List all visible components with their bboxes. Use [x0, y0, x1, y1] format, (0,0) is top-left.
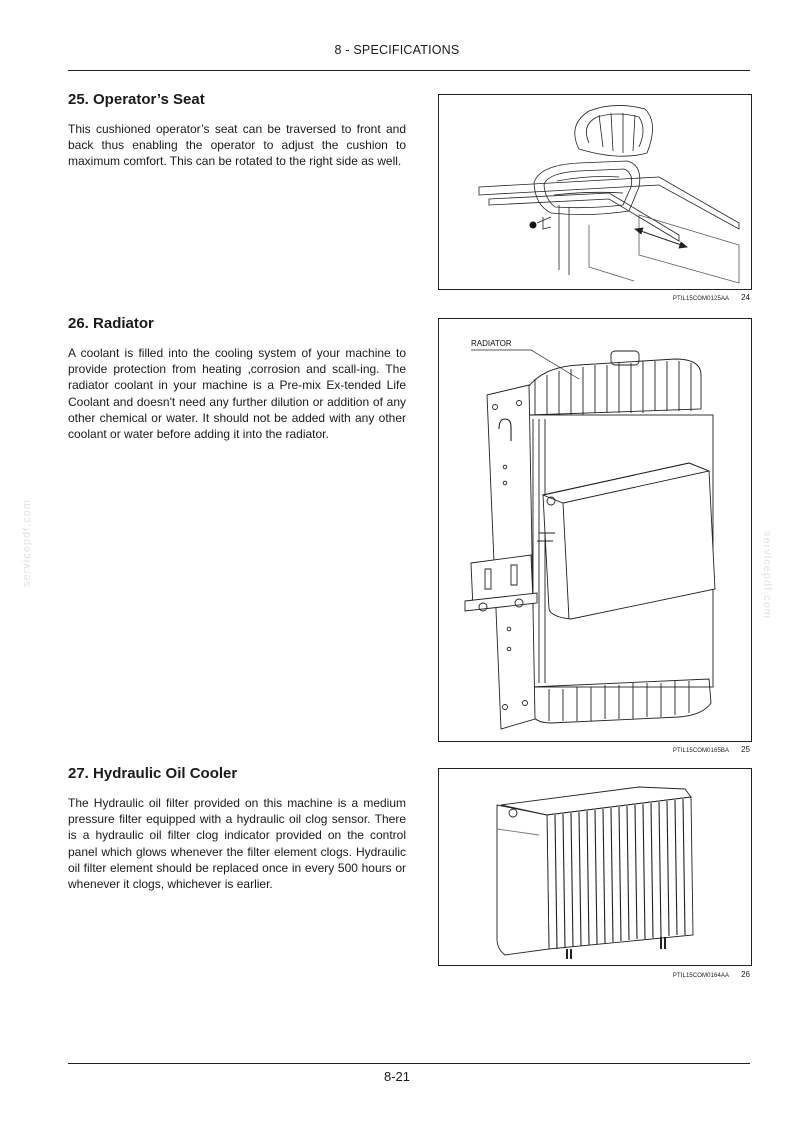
section-body: This cushioned operator’s seat can be traversed to front and back thus enabling the operator to adjust the cushion to maximum comfort. This can be rotated to the right side as well. [68, 122, 406, 169]
figure-caption [438, 293, 750, 302]
figure-hydraulic-oil-cooler [438, 768, 752, 966]
figure-operators-seat [438, 94, 752, 290]
page-number: 8-21 [383, 1069, 411, 1084]
section-heading: 26. Radiator [68, 315, 154, 332]
section-body: A coolant is filled into the cooling system of your machine to provide protection from heating ,corrosion and scall-ing. The radiator coolant in your machine is a Pre-mix Ex-tended Life Coolant and doesn't need any further dilution or addition of any other chemical or water. It should not be added with any other coolant or water before adding it into the radiator. [68, 346, 406, 442]
figure-caption [438, 745, 750, 754]
seat-illustration [439, 95, 751, 289]
figure-caption [438, 970, 750, 979]
figure-ref: PTIL15COM0125AA [672, 296, 730, 302]
page-header-title: 8 - SPECIFICATIONS [334, 43, 460, 57]
section-body: The Hydraulic oil filter provided on this machine is a medium pressure filter equipped with a hydraulic oil clog sensor. There is a hydraulic oil filter clog indicator provided on the control panel which glows whenever the filter element clogs. Hydraulic oil filter element should be replaced once in every 500 hours or whenever it clogs, whichever is earlier. [68, 796, 406, 892]
header-rule [68, 70, 750, 71]
figure-number: 24 [741, 293, 750, 302]
figure-number: 25 [741, 745, 750, 754]
figure-ref: PTIL15COM0165BA [672, 748, 730, 754]
watermark-right: servicepdf.com [761, 531, 773, 619]
figure-ref: PTIL15COM0164AA [672, 973, 730, 979]
footer-rule [68, 1063, 750, 1064]
section-radiator [68, 315, 406, 442]
figure-radiator [438, 318, 752, 742]
section-heading: 25. Operator’s Seat [68, 91, 205, 108]
oil-cooler-illustration [439, 769, 751, 965]
section-operators-seat [68, 91, 406, 170]
section-hydraulic-oil-cooler [68, 765, 406, 892]
watermark-left: servicepdf.com [21, 499, 33, 587]
figure-number: 26 [741, 970, 750, 979]
section-heading: 27. Hydraulic Oil Cooler [68, 765, 238, 782]
radiator-illustration [439, 319, 751, 741]
radiator-callout-label: RADIATOR [471, 339, 512, 348]
